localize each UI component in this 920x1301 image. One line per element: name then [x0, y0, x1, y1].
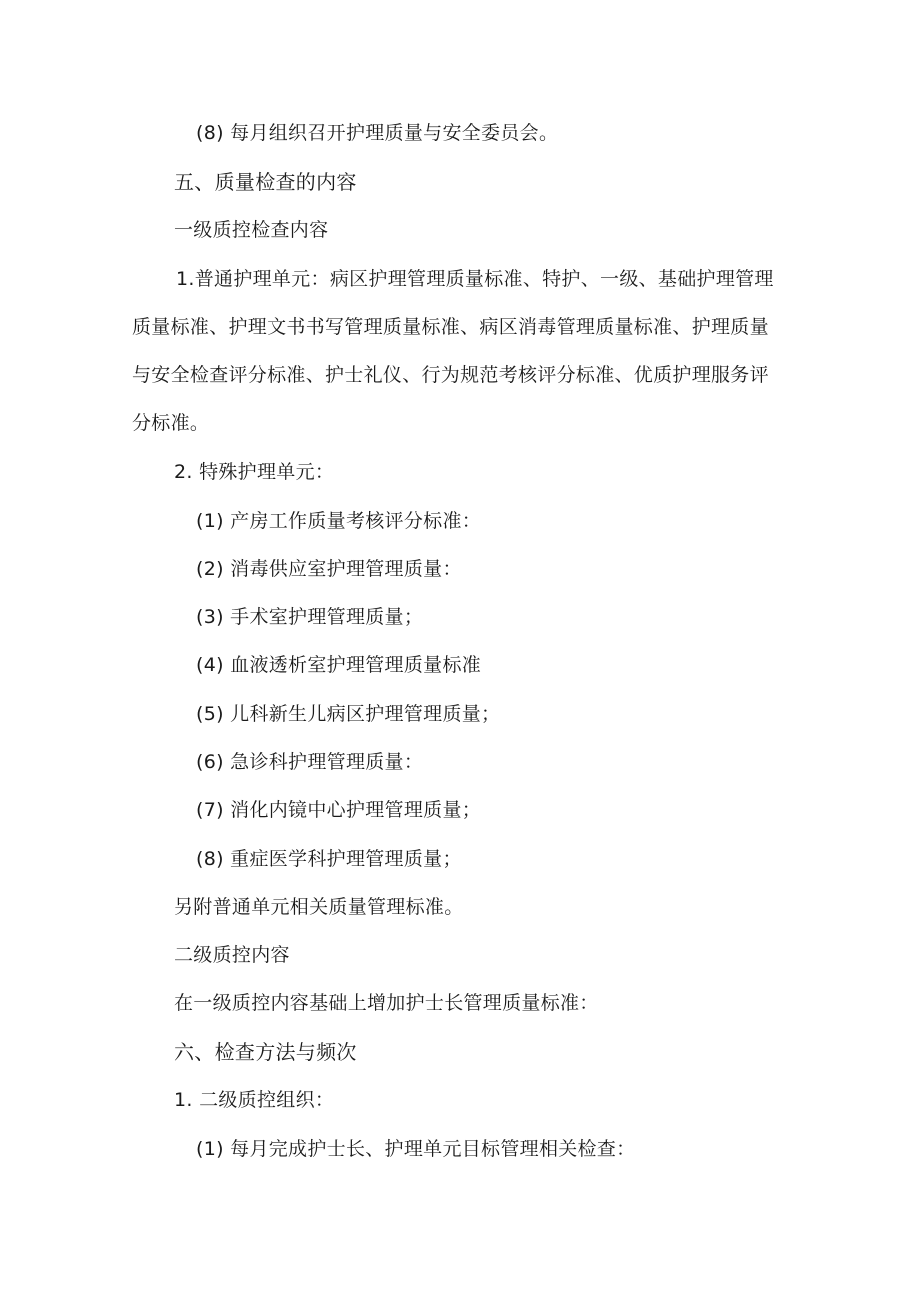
appendix-note: 另附普通单元相关质量管理标准。 [174, 896, 464, 918]
list-item: (8) 重症医学科护理管理质量； [196, 848, 462, 870]
paragraph-line: 分标准。 [132, 412, 210, 434]
item-8-committee: (8) 每月组织召开护理质量与安全委员会。 [196, 122, 559, 144]
list-item: (3) 手术室护理管理质量； [196, 606, 424, 628]
list-item: (1) 每月完成护士长、护理单元目标管理相关检查： [196, 1138, 636, 1160]
level-2-content: 在一级质控内容基础上增加护士长管理质量标准： [174, 992, 599, 1014]
list-item: (7) 消化内镜中心护理管理质量； [196, 799, 482, 821]
section-heading-6: 六、检查方法与频次 [174, 1040, 357, 1064]
paragraph-line: 质量标准、护理文书书写管理质量标准、病区消毒管理质量标准、护理质量 [132, 316, 769, 338]
list-item: (5) 儿科新生儿病区护理管理质量； [196, 703, 501, 725]
list-item: (6) 急诊科护理管理质量： [196, 751, 424, 773]
section-heading-5: 五、质量检查的内容 [174, 170, 357, 194]
list-item: (4) 血液透析室护理管理质量标准 [196, 654, 482, 676]
special-units-heading: 2. 特殊护理单元： [174, 461, 335, 483]
paragraph-line: 与安全检查评分标准、护士礼仪、行为规范考核评分标准、优质护理服务评 [132, 364, 769, 386]
subheading-level-2: 二级质控内容 [174, 944, 290, 966]
list-item: (2) 消毒供应室护理管理质量： [196, 558, 462, 580]
level-2-organization-heading: 1. 二级质控组织： [174, 1089, 335, 1111]
paragraph-line: 1.普通护理单元：病区护理管理质量标准、特护、一级、基础护理管理 [176, 268, 774, 290]
subheading-level-1: 一级质控检查内容 [174, 219, 329, 241]
list-item: (1) 产房工作质量考核评分标准： [196, 510, 482, 532]
